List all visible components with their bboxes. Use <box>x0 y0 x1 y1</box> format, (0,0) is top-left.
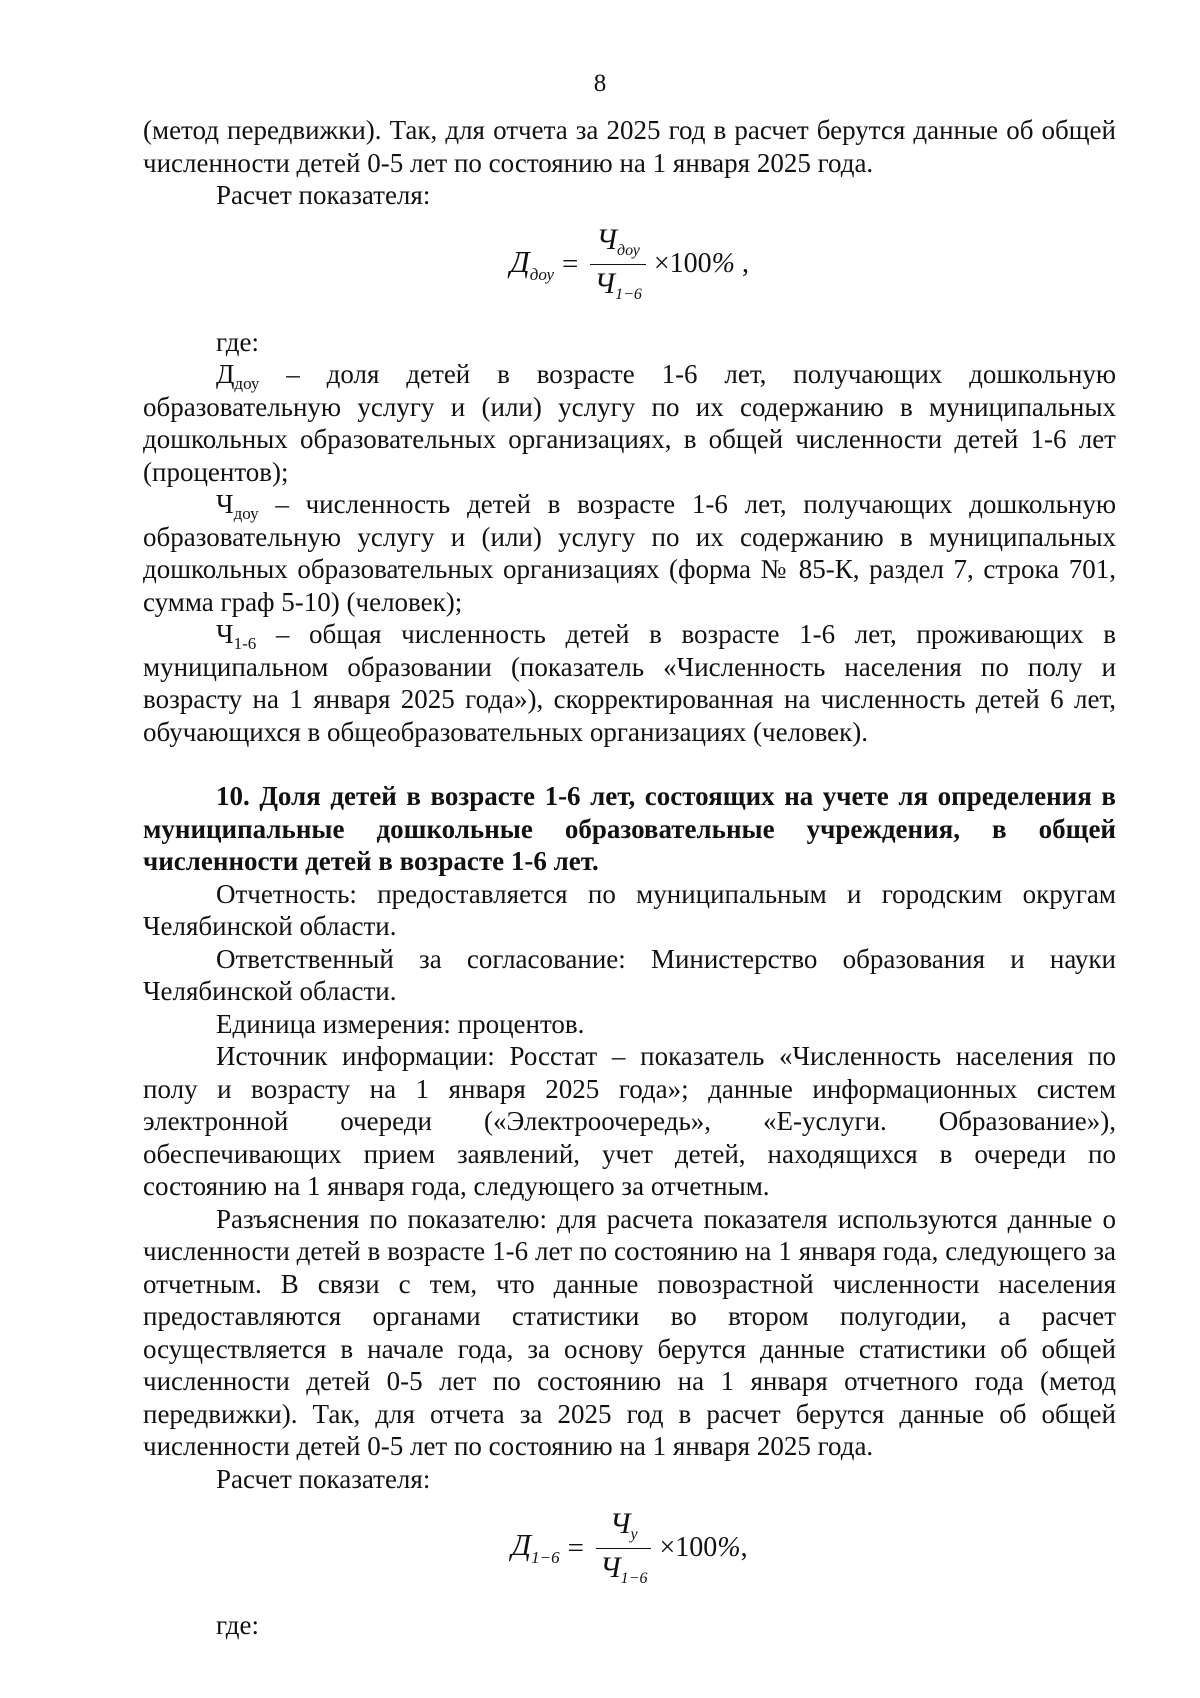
formula-multiplier: ×100% , <box>653 248 749 280</box>
calculation-label-2: Расчет показателя: <box>216 1463 431 1494</box>
formula-multiplier: ×100%, <box>659 1531 748 1563</box>
formula-equals: = <box>567 1531 584 1564</box>
responsible-paragraph: Ответственный за согласование: Министерство образования и науки Челябинской области. <box>143 943 1116 1006</box>
formula-d-dou <box>143 216 1116 314</box>
definition-ch-dou: $Ч_{доу}$ – численность детей в возрасте 1-6 лет, получающих дошкольную образовательную услугу и (или) услугу по их содержанию в муниципальных дошкольных образовательных организациях (форма № 85-К, раздел 7, строка 701, сумма граф 5-10) (человек); <box>143 489 1116 617</box>
formula-numerator: $Ч_{доу}$ <box>596 223 640 259</box>
document-body <box>143 114 1116 1642</box>
where-label-2: где: <box>216 1610 259 1640</box>
definition-ch-1-6: $Ч_{1-6}$ – общая численность детей в возрасте 1-6 лет, проживающих в муниципальном образовании (показатель «Численность населения по полу и возрасту на 1 января 2025 года»), скорректированная на численность детей 6 лет, обучающихся в общеобразовательных организациях (человек). <box>143 619 1116 747</box>
reporting-paragraph: Отчетность: предоставляется по муниципальным и городским округам Челябинской области. <box>143 878 1116 941</box>
formula-fraction <box>596 1505 651 1592</box>
formula-denominator: $Ч_{1-6}$ <box>599 1550 648 1587</box>
page-number: 8 <box>593 70 607 97</box>
formula-lhs: $Д_{доу}$ <box>510 243 555 284</box>
where-label: где: <box>216 326 259 357</box>
explanation-paragraph: Разъяснения по показателю: для расчета показателя используются данные о численности детей в возрасте 1-6 лет по состоянию на 1 января года, следующего за отчетным. В связи с тем, что данные повозрастной численности населения предоставляются органами статистики во втором полугодии, а расчет осуществляется в начале года, за основу берутся данные статистики об общей численности детей 0-5 лет по состоянию на 1 января отчетного года (метод передвижки). Так, для отчета за 2025 год в расчет берутся данные об общей численности детей 0-5 лет по состоянию на 1 января 2025 года. <box>143 1203 1116 1461</box>
formula-denominator: $Ч_{1-6}$ <box>594 267 642 303</box>
source-paragraph: Источник информации: Росстат – показатель «Численность населения по полу и возрасту на 1 января 2025 года»; данные информационных систем электронной очереди («Электроочередь», «Е-услуги. Образование»), обеспечивающих прием заявлений, учет детей, находящихся в очереди по состоянию на 1 января года, следующего за отчетным. <box>143 1041 1116 1201</box>
formula-lhs: $Д_{1-6}$ <box>511 1527 560 1568</box>
formula-fraction <box>590 221 645 308</box>
formula-numerator: $Ч_у$ <box>609 1506 638 1543</box>
formula-d-1-6 <box>143 1499 1116 1597</box>
section-heading-10: 10. Доля детей в возрасте 1-6 лет, состоящих на учете ля определения в муниципальные дошкольные образовательные учреждения, в общей численности детей в возрасте 1-6 лет. <box>143 781 1116 876</box>
paragraph-method-continuation: (метод передвижки). Так, для отчета за 2025 год в расчет берутся данные об общей численности детей 0-5 лет по состоянию на 1 января 2025 года. <box>143 115 1116 178</box>
definition-d-dou: $Д_{доу}$ – доля детей в возрасте 1-6 лет, получающих дошкольную образовательную услугу и (или) услугу по их содержанию в муниципальных дошкольных образовательных организациях, в общей численности детей 1-6 лет (процентов); <box>143 359 1116 487</box>
calculation-label: Расчет показателя: <box>216 180 431 210</box>
unit-paragraph: Единица измерения: процентов. <box>216 1008 585 1039</box>
formula-equals: = <box>562 248 579 281</box>
